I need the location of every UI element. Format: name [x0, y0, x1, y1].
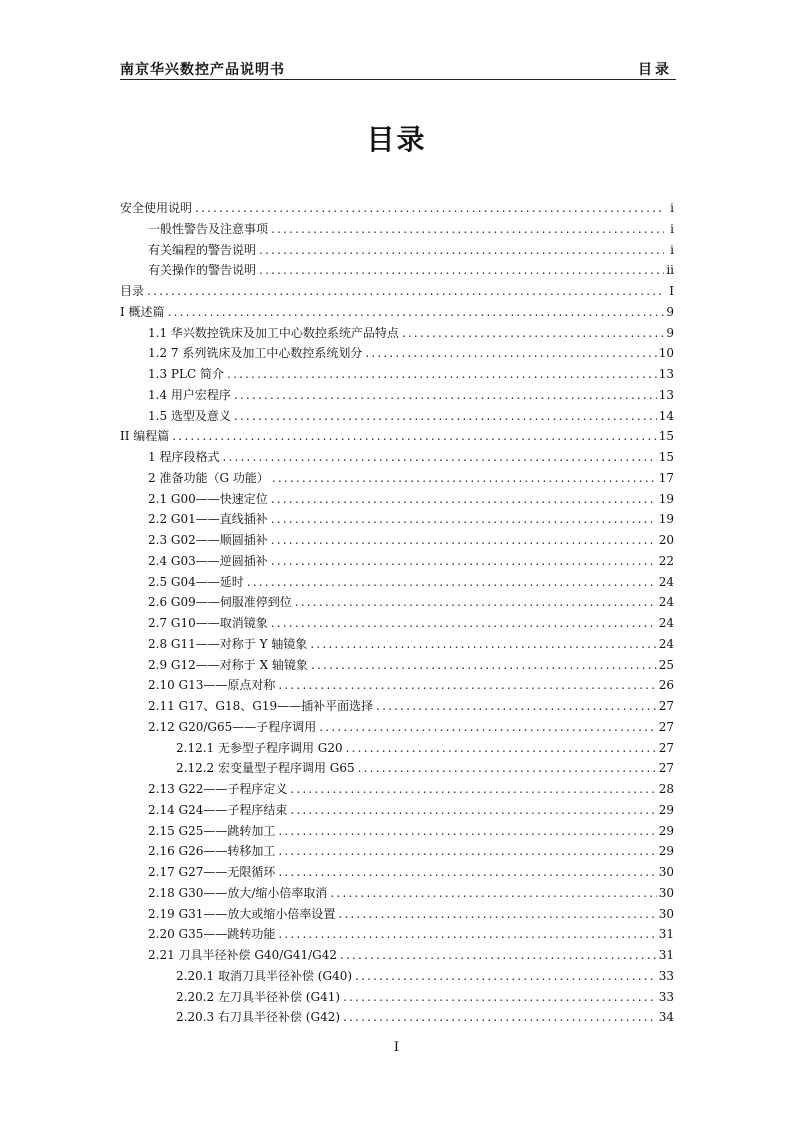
dot-leader — [376, 696, 657, 717]
toc-entry[interactable] — [120, 841, 674, 862]
toc-entry-title: 2.20 G35——跳转功能 — [148, 927, 276, 942]
toc-entry[interactable] — [120, 551, 674, 572]
toc-entry-page: 25 — [658, 657, 674, 672]
toc-entry-title: 2.11 G17、G18、G19——插补平面选择 — [148, 699, 374, 713]
dot-leader — [278, 924, 656, 945]
toc-entry-title: 目录 — [120, 284, 145, 298]
toc-entry-page: 13 — [658, 387, 674, 402]
toc-entry[interactable] — [120, 281, 674, 302]
table-of-contents — [120, 198, 674, 1028]
toc-entry[interactable] — [120, 406, 674, 427]
toc-entry-page: 30 — [658, 885, 674, 900]
toc-entry-title: 2.12 G20/G65——子程序调用 — [148, 719, 317, 734]
dot-leader — [346, 738, 657, 759]
toc-entry-title: 1.3 PLC 简介 — [148, 367, 224, 381]
dot-leader — [168, 302, 664, 323]
toc-entry-title: 2 准备功能（G 功能） — [148, 470, 269, 485]
toc-entry-title: 2.18 G30——放大/缩小倍率取消 — [148, 885, 328, 900]
toc-entry-page: 19 — [658, 491, 674, 506]
dot-leader — [330, 883, 656, 904]
dot-leader — [247, 572, 657, 593]
toc-entry[interactable] — [120, 385, 674, 406]
toc-entry-page: 19 — [658, 512, 674, 527]
toc-entry[interactable] — [120, 260, 674, 281]
dot-leader — [271, 613, 657, 634]
toc-entry-title: 2.2 G01——直线插补 — [148, 512, 268, 527]
dot-leader — [259, 240, 664, 261]
toc-entry[interactable] — [120, 883, 674, 904]
toc-entry-page: 27 — [658, 719, 674, 734]
toc-entry[interactable] — [120, 696, 674, 717]
toc-entry-page: 29 — [658, 823, 674, 838]
toc-entry-title: 2.12.1 无参型子程序调用 G20 — [176, 740, 343, 755]
toc-entry-title: 2.13 G22——子程序定义 — [148, 782, 288, 796]
toc-entry-title: Ⅰ 概述篇 — [120, 304, 165, 319]
dot-leader — [278, 821, 656, 842]
toc-entry-page: 34 — [658, 1010, 674, 1025]
toc-entry-page: 28 — [658, 782, 674, 796]
dot-leader — [172, 426, 656, 447]
dot-leader — [271, 509, 657, 530]
toc-entry[interactable] — [120, 592, 674, 613]
toc-entry-page: 31 — [658, 948, 674, 962]
toc-entry[interactable] — [120, 509, 674, 530]
dot-leader — [234, 406, 657, 427]
toc-entry-title: 2.12.2 宏变量型子程序调用 G65 — [176, 761, 355, 776]
toc-entry-page: 20 — [658, 533, 674, 547]
toc-entry-title: 2.17 G27——无限循环 — [148, 865, 276, 879]
dot-leader — [272, 468, 657, 489]
page-title: 目录 — [366, 123, 427, 156]
dot-leader — [290, 800, 656, 821]
toc-entry-title: 2.7 G10——取消镜象 — [148, 616, 268, 630]
toc-entry-title: II 编程篇 — [120, 429, 170, 444]
toc-entry[interactable] — [120, 634, 674, 655]
toc-entry-title: 2.4 G03——逆圆插补 — [148, 553, 268, 568]
toc-entry-page: 24 — [658, 574, 674, 589]
dot-leader — [295, 592, 657, 613]
dot-leader — [195, 198, 664, 219]
toc-entry[interactable] — [120, 323, 674, 344]
toc-entry[interactable] — [120, 924, 674, 945]
toc-entry-title: 一般性警告及注意事项 — [148, 221, 269, 236]
toc-entry-page: i — [670, 221, 674, 236]
toc-entry[interactable] — [120, 198, 674, 219]
toc-entry-title: 2.20.1 取消刀具半径补偿 (G40) — [176, 968, 353, 983]
toc-entry-title: 2.20.2 左刀具半径补偿 (G41) — [176, 989, 341, 1004]
dot-leader — [259, 260, 664, 281]
toc-entry-page: 24 — [658, 616, 674, 630]
toc-entry-title: 2.15 G25——跳转加工 — [148, 823, 276, 838]
toc-entry-page: 27 — [658, 761, 674, 776]
page-number: I — [393, 1040, 400, 1055]
dot-leader — [222, 447, 656, 468]
toc-entry-title: 1.2 7 系列铣床及加工中心数控系统划分 — [148, 346, 363, 361]
toc-entry-title: 2.19 G31——放大或缩小倍率设置 — [148, 906, 336, 921]
toc-entry-title: 2.21 刀具半径补偿 G40/G41/G42 — [148, 948, 338, 962]
toc-entry-page: 26 — [658, 678, 674, 693]
toc-entry-title: 2.5 G04——延时 — [148, 574, 244, 589]
toc-entry[interactable] — [120, 447, 674, 468]
dot-leader — [278, 841, 656, 862]
dot-leader — [147, 281, 664, 302]
page-header — [120, 57, 676, 80]
dot-leader — [343, 987, 657, 1008]
toc-entry-page: 22 — [658, 553, 674, 568]
toc-entry-page: 24 — [658, 595, 674, 610]
toc-entry-page: 13 — [658, 367, 674, 381]
dot-leader — [271, 530, 657, 551]
toc-entry[interactable] — [120, 717, 674, 738]
toc-entry[interactable] — [120, 945, 674, 966]
dot-leader — [365, 343, 656, 364]
toc-entry[interactable] — [120, 738, 674, 759]
toc-entry[interactable] — [120, 613, 674, 634]
toc-entry-page: 33 — [658, 968, 674, 983]
dot-leader — [278, 675, 656, 696]
dot-leader — [402, 323, 664, 344]
dot-leader — [227, 364, 657, 385]
toc-entry-page: 17 — [658, 470, 674, 485]
toc-entry-title: 2.9 G12——对称于 X 轴镜象 — [148, 657, 308, 672]
header-manual-title: 南京华兴数控产品说明书 — [120, 62, 285, 78]
toc-entry-page: i — [670, 201, 674, 215]
toc-entry[interactable] — [120, 426, 674, 447]
toc-entry-title: 有关操作的警告说明 — [148, 263, 257, 278]
toc-entry[interactable] — [120, 1007, 674, 1028]
toc-entry[interactable] — [120, 343, 674, 364]
toc-entry-page: 15 — [658, 450, 674, 464]
dot-leader — [355, 966, 657, 987]
toc-entry-title: 2.10 G13——原点对称 — [148, 678, 276, 693]
toc-entry-page: 27 — [658, 699, 674, 713]
toc-entry-title: 2.16 G26——转移加工 — [148, 844, 276, 859]
toc-entry-page: 14 — [658, 408, 674, 423]
toc-entry[interactable] — [120, 800, 674, 821]
header-section-title: 目录 — [638, 62, 672, 78]
toc-entry[interactable] — [120, 219, 674, 240]
toc-entry[interactable] — [120, 530, 674, 551]
dot-leader — [343, 1007, 657, 1028]
toc-entry-page: ii — [666, 263, 674, 278]
toc-entry-page: 33 — [658, 989, 674, 1004]
toc-entry-page: 29 — [658, 802, 674, 817]
toc-entry-page: 10 — [658, 346, 674, 361]
dot-leader — [234, 385, 657, 406]
toc-entry[interactable] — [120, 966, 674, 987]
dot-leader — [358, 758, 657, 779]
toc-entry-title: 有关编程的警告说明 — [148, 242, 257, 257]
toc-entry-page: 9 — [666, 325, 674, 340]
toc-entry[interactable] — [120, 758, 674, 779]
toc-entry-title: 安全使用说明 — [120, 201, 193, 215]
toc-entry[interactable] — [120, 779, 674, 800]
toc-entry-title: 2.8 G11——对称于 Y 轴镜象 — [148, 636, 308, 651]
toc-entry[interactable] — [120, 240, 674, 261]
toc-entry-title: 2.6 G09——伺服准停到位 — [148, 595, 292, 610]
toc-entry-page: i — [670, 242, 674, 257]
toc-entry-page: 15 — [658, 429, 674, 444]
toc-entry[interactable] — [120, 675, 674, 696]
toc-entry-title: 2.1 G00——快速定位 — [148, 491, 268, 506]
toc-entry[interactable] — [120, 821, 674, 842]
toc-entry-title: 1 程序段格式 — [148, 450, 220, 464]
toc-entry[interactable] — [120, 489, 674, 510]
toc-entry-title: 2.3 G02——顺圆插补 — [148, 533, 268, 547]
dot-leader — [271, 551, 657, 572]
toc-entry[interactable] — [120, 862, 674, 883]
dot-leader — [271, 219, 664, 240]
toc-entry-page: 24 — [658, 636, 674, 651]
toc-entry[interactable] — [120, 364, 674, 385]
toc-entry[interactable] — [120, 655, 674, 676]
toc-entry[interactable] — [120, 572, 674, 593]
toc-entry[interactable] — [120, 468, 674, 489]
dot-leader — [290, 779, 656, 800]
toc-entry[interactable] — [120, 904, 674, 925]
toc-entry-page: 30 — [658, 865, 674, 879]
toc-entry-title: 2.20.3 右刀具半径补偿 (G42) — [176, 1010, 341, 1025]
dot-leader — [311, 655, 657, 676]
dot-leader — [338, 904, 656, 925]
toc-entry-page: 29 — [658, 844, 674, 859]
dot-leader — [319, 717, 656, 738]
dot-leader — [271, 489, 657, 510]
toc-entry-page: 30 — [658, 906, 674, 921]
toc-entry-page: I — [669, 284, 674, 298]
toc-entry-page: 9 — [666, 304, 674, 319]
toc-entry[interactable] — [120, 302, 674, 323]
toc-entry-title: 1.4 用户宏程序 — [148, 387, 231, 402]
toc-entry-page: 31 — [658, 927, 674, 942]
toc-entry-title: 2.14 G24——子程序结束 — [148, 802, 288, 817]
toc-entry[interactable] — [120, 987, 674, 1008]
toc-entry-title: 1.5 选型及意义 — [148, 408, 231, 423]
dot-leader — [340, 945, 657, 966]
toc-entry-title: 1.1 华兴数控铣床及加工中心数控系统产品特点 — [148, 325, 399, 340]
toc-entry-page: 27 — [658, 740, 674, 755]
dot-leader — [310, 634, 656, 655]
dot-leader — [278, 862, 656, 883]
